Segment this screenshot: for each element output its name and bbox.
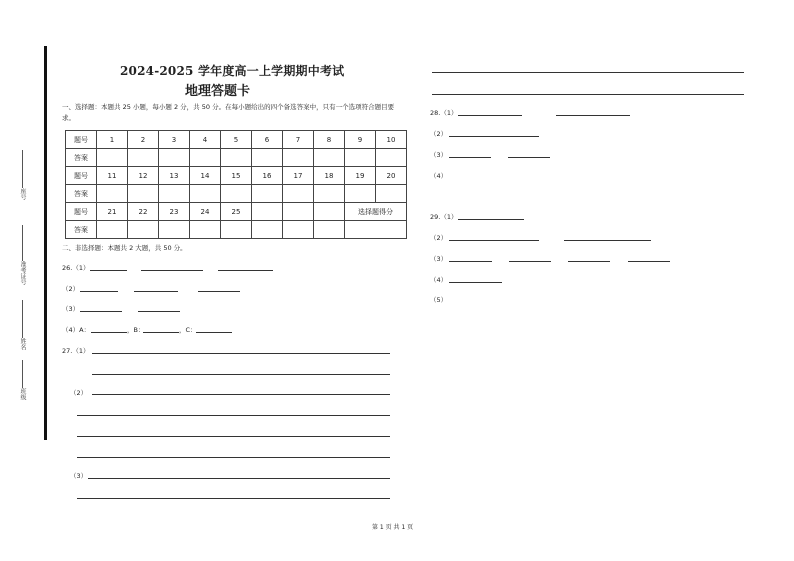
question-number: 4 [190,131,221,149]
q26-part2-label: （2） [62,285,80,293]
q26-part1-label: 26.（1） [62,264,90,272]
answer-line[interactable] [77,436,390,437]
answer-line[interactable] [218,270,273,271]
side-line [22,300,23,338]
question-number: 16 [252,167,283,185]
answer-cell[interactable] [190,149,221,167]
answer-line[interactable] [77,457,390,458]
answer-cell[interactable] [221,149,252,167]
answer-line[interactable] [77,415,390,416]
table-row [66,131,407,149]
answer-line[interactable] [458,115,522,116]
side-label-name: 姓名 [10,300,34,350]
answer-line[interactable] [92,374,390,375]
side-label-class: 班级 [10,360,34,400]
answer-line[interactable] [134,291,178,292]
answer-line[interactable] [449,282,502,283]
table-row [66,203,407,221]
answer-line[interactable] [458,219,524,220]
answer-line[interactable] [143,332,179,333]
q28-part1-label: 28.（1） [430,109,458,117]
q29-part1-label: 29.（1） [430,213,458,221]
answer-cell[interactable] [314,185,345,203]
q28-part3-label: （3） [430,151,448,159]
answer-line[interactable] [90,270,127,271]
exam-title: 2024-2025 学年度高一上学期期中考试 [120,64,345,78]
binding-line [44,46,47,440]
answer-line[interactable] [568,261,610,262]
answer-label: 答案 [66,221,97,239]
answer-line[interactable] [449,157,491,158]
question-number: 23 [159,203,190,221]
q26-part4-b-label: ，B： [127,326,145,334]
side-line [22,150,23,188]
empty-cell [283,203,314,221]
empty-cell [283,221,314,239]
q29-part5-label: （5） [430,296,448,304]
header-label: 题号 [66,131,97,149]
answer-line[interactable] [80,311,122,312]
question-number: 12 [128,167,159,185]
q26-part4-c-label: ，C： [179,326,197,334]
answer-cell[interactable] [190,221,221,239]
question-number: 19 [345,167,376,185]
question-number: 17 [283,167,314,185]
question-number: 2 [128,131,159,149]
answer-line[interactable] [92,394,390,395]
answer-label: 答案 [66,185,97,203]
answer-label: 答案 [66,149,97,167]
question-number: 5 [221,131,252,149]
answer-line[interactable] [508,157,550,158]
answer-cell[interactable] [128,185,159,203]
question-number: 25 [221,203,252,221]
answer-cell[interactable] [97,185,128,203]
answer-line[interactable] [556,115,630,116]
answer-cell[interactable] [221,221,252,239]
question-number: 11 [97,167,128,185]
question-number: 15 [221,167,252,185]
answer-line[interactable] [196,332,232,333]
q26-part3-label: （3） [62,305,80,313]
answer-line[interactable] [432,94,744,95]
answer-cell[interactable] [252,149,283,167]
table-row [66,221,407,239]
question-number: 7 [283,131,314,149]
answer-line[interactable] [141,270,203,271]
answer-line[interactable] [628,261,670,262]
answer-line[interactable] [91,332,127,333]
exam-subtitle: 地理答题卡 [185,84,251,99]
q29-part4-label: （4） [430,276,448,284]
answer-cell[interactable] [252,185,283,203]
question-number: 13 [159,167,190,185]
score-label: 选择题得分 [345,203,407,221]
answer-line[interactable] [80,291,118,292]
answer-cell[interactable] [159,149,190,167]
page-footer: 第 1 页 共 1 页 [372,524,414,531]
answer-cell[interactable] [97,149,128,167]
answer-cell[interactable] [345,185,376,203]
empty-cell [314,221,345,239]
answer-line[interactable] [88,478,390,479]
answer-line[interactable] [92,353,390,354]
answer-cell[interactable] [345,149,376,167]
question-number: 1 [97,131,128,149]
answer-cell[interactable] [128,221,159,239]
answer-line[interactable] [449,136,539,137]
answer-cell[interactable] [159,185,190,203]
question-number: 24 [190,203,221,221]
answer-line[interactable] [449,240,539,241]
question-number: 20 [376,167,407,185]
q28-part2-label: （2） [430,130,448,138]
q27-part1-label: 27.（1） [62,347,90,355]
empty-cell [252,203,283,221]
side-label-exam-number: 准考证号 [10,225,34,285]
answer-line[interactable] [564,240,651,241]
q29-part3-label: （3） [430,255,448,263]
answer-cell[interactable] [221,185,252,203]
empty-cell [314,203,345,221]
q28-part4-label: （4） [430,172,448,180]
answer-line[interactable] [198,291,240,292]
answer-line[interactable] [77,498,390,499]
question-number: 22 [128,203,159,221]
answer-cell[interactable] [190,185,221,203]
q27-part3-label: （3） [70,472,88,480]
section2-instructions: 二、非选择题：本题共 2 大题，共 50 分。 [62,244,187,252]
table-row [66,167,407,185]
q27-part2-label: （2） [70,389,88,397]
answer-line[interactable] [449,261,492,262]
side-line [22,360,23,388]
empty-cell [252,221,283,239]
score-cell[interactable] [345,221,407,239]
header-label: 题号 [66,203,97,221]
table-row [66,149,407,167]
question-number: 8 [314,131,345,149]
answer-line[interactable] [138,311,180,312]
side-line [22,225,23,261]
answer-cell[interactable] [376,149,407,167]
answer-cell[interactable] [376,185,407,203]
section1-instructions: 一、选择题：本题共 25 小题，每小题 2 分，共 50 分。在每小题给出的四个备选答案中，只有一个选项符合题目要求。 [62,103,395,122]
question-number: 9 [345,131,376,149]
question-number: 18 [314,167,345,185]
q29-part2-label: （2） [430,234,448,242]
q26-part4-label: （4）A： [62,326,91,334]
question-number: 21 [97,203,128,221]
answer-cell[interactable] [283,185,314,203]
question-number: 10 [376,131,407,149]
table-row [66,185,407,203]
question-number: 6 [252,131,283,149]
answer-cell[interactable] [314,149,345,167]
answer-line[interactable] [432,72,744,73]
answer-cell[interactable] [283,149,314,167]
question-number: 14 [190,167,221,185]
answer-line[interactable] [509,261,551,262]
answer-cell[interactable] [159,221,190,239]
question-number: 3 [159,131,190,149]
answer-cell[interactable] [97,221,128,239]
header-label: 题号 [66,167,97,185]
side-label-seat: 座号 [10,150,34,200]
answer-cell[interactable] [128,149,159,167]
answer-table [65,130,407,239]
